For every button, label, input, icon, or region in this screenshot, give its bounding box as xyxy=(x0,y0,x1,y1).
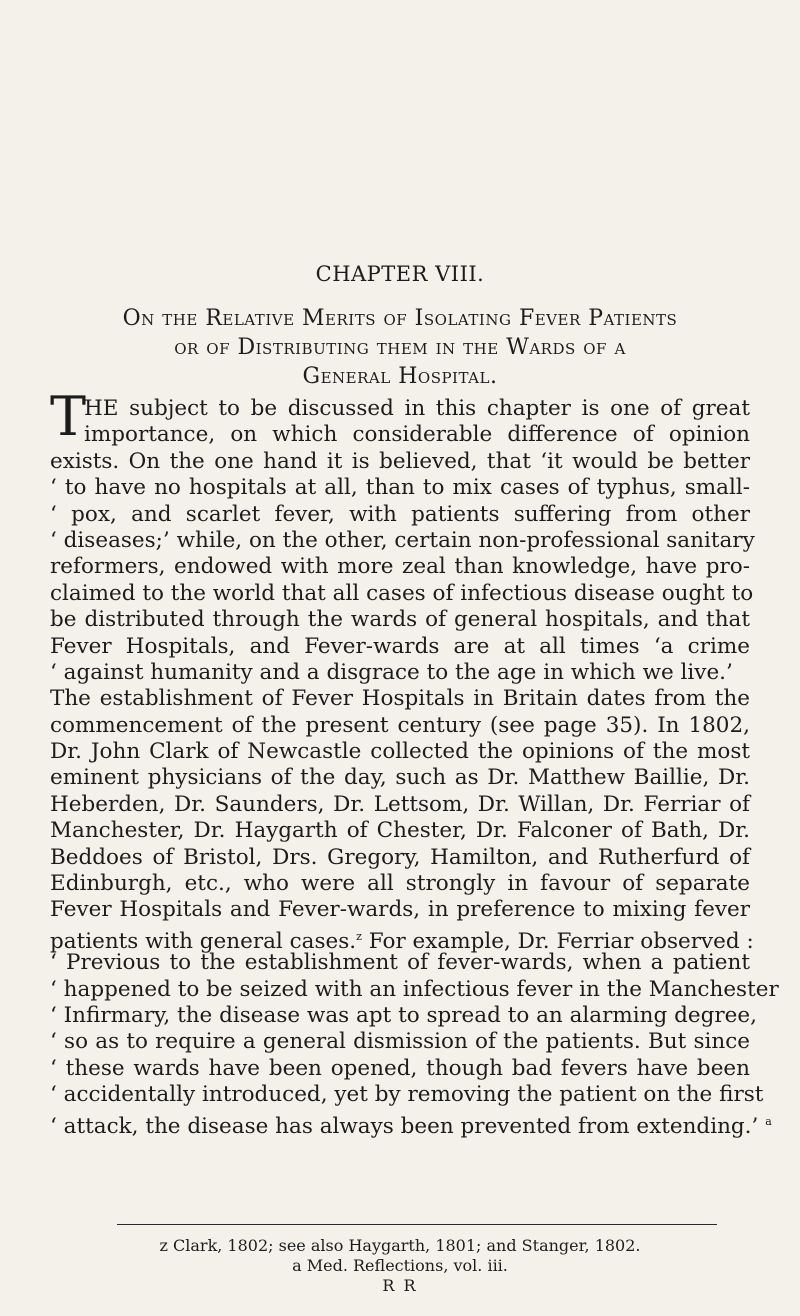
text-line: exists. On the one hand it is believed, that ‘it would be better xyxy=(50,448,750,474)
text-line: ‘ against humanity and a disgrace to the age in which we live.’ xyxy=(50,659,733,685)
text-line: Beddoes of Bristol, Drs. Gregory, Hamilton, and Rutherfurd of xyxy=(50,844,750,870)
footnote-ref-a: a xyxy=(765,1114,772,1128)
text-line: be distributed through the wards of general hospitals, and that xyxy=(50,607,750,633)
text-line: Heberden, Dr. Saunders, Dr. Lettsom, Dr. Willan, Dr. Ferriar of xyxy=(50,791,750,817)
text-line-part: patients with general cases. xyxy=(50,928,357,954)
text-line: reformers, endowed with more zeal than knowledge, have pro- xyxy=(50,554,750,580)
text-line: The establishment of Fever Hospitals in Britain dates from the xyxy=(50,686,750,712)
footnotes xyxy=(50,1236,750,1296)
text-line: eminent physicians of the day, such as Dr. Matthew Baillie, Dr. xyxy=(50,765,750,791)
text-line-with-footnote xyxy=(50,1109,772,1139)
text-line: HE subject to be discussed in this chapter is one of great xyxy=(84,396,750,421)
text-line: ‘ so as to require a general dismission of the patients. But since xyxy=(50,1029,750,1055)
chapter-title-line-2: or of Distributing them in the Wards of a xyxy=(174,335,626,360)
chapter-title-line-1: On the Relative Merits of Isolating Fever Patients xyxy=(122,306,678,331)
text-line: ‘ pox, and scarlet fever, with patients suffering from other xyxy=(50,501,750,527)
text-line: importance, on which considerable difference of opinion xyxy=(84,422,750,448)
text-line: Edinburgh, etc., who were all strongly in favour of separate xyxy=(50,871,750,897)
chapter-heading: CHAPTER VIII. xyxy=(315,262,485,286)
text-line: Fever Hospitals, and Fever-wards are at all times ‘a crime xyxy=(50,633,750,659)
text-line: ‘ Infirmary, the disease was apt to spread to an alarming degree, xyxy=(50,1002,757,1028)
footnote-ref-z: z xyxy=(356,929,362,943)
chapter-title-line-3: General Hospital. xyxy=(302,364,498,389)
text-line: Dr. John Clark of Newcastle collected the opinions of the most xyxy=(50,739,750,765)
text-line: ‘ these wards have been opened, though bad fevers have been xyxy=(50,1055,750,1081)
text-line: commencement of the present century (see page 35). In 1802, xyxy=(50,712,750,738)
text-line: Fever Hospitals and Fever-wards, in preference to mixing fever xyxy=(50,897,750,923)
text-line: ‘ diseases;’ while, on the other, certain non-professional sanitary xyxy=(50,527,755,553)
text-line-part: For example, Dr. Ferriar observed : xyxy=(361,928,754,954)
chapter-title xyxy=(50,304,750,391)
text-line: claimed to the world that all cases of infectious disease ought to xyxy=(50,580,754,606)
footnote-z: z Clark, 1802; see also Haygarth, 1801; and Stanger, 1802. xyxy=(159,1236,641,1255)
text-line: ‘ to have no hospitals at all, than to mix cases of typhus, small- xyxy=(50,475,750,501)
text-line: ‘ Previous to the establishment of fever-wards, when a patient xyxy=(50,950,750,976)
footnote-divider xyxy=(117,1224,717,1225)
text-line-part: ‘ attack, the disease has always been prevented from extending.’ xyxy=(50,1113,759,1139)
text-line-with-footnote xyxy=(50,924,754,954)
text-line: ‘ happened to be seized with an infectious fever in the Manchester xyxy=(50,976,779,1002)
signature-mark: R R xyxy=(382,1276,418,1295)
text-line: ‘ accidentally introduced, yet by removing the patient on the first xyxy=(50,1082,764,1108)
book-page xyxy=(50,0,779,1316)
text-line: Manchester, Dr. Haygarth of Chester, Dr. Falconer of Bath, Dr. xyxy=(50,818,750,844)
drop-cap: T xyxy=(50,385,87,448)
footnote-a: a Med. Reflections, vol. iii. xyxy=(292,1256,508,1275)
body-text xyxy=(50,385,779,1139)
